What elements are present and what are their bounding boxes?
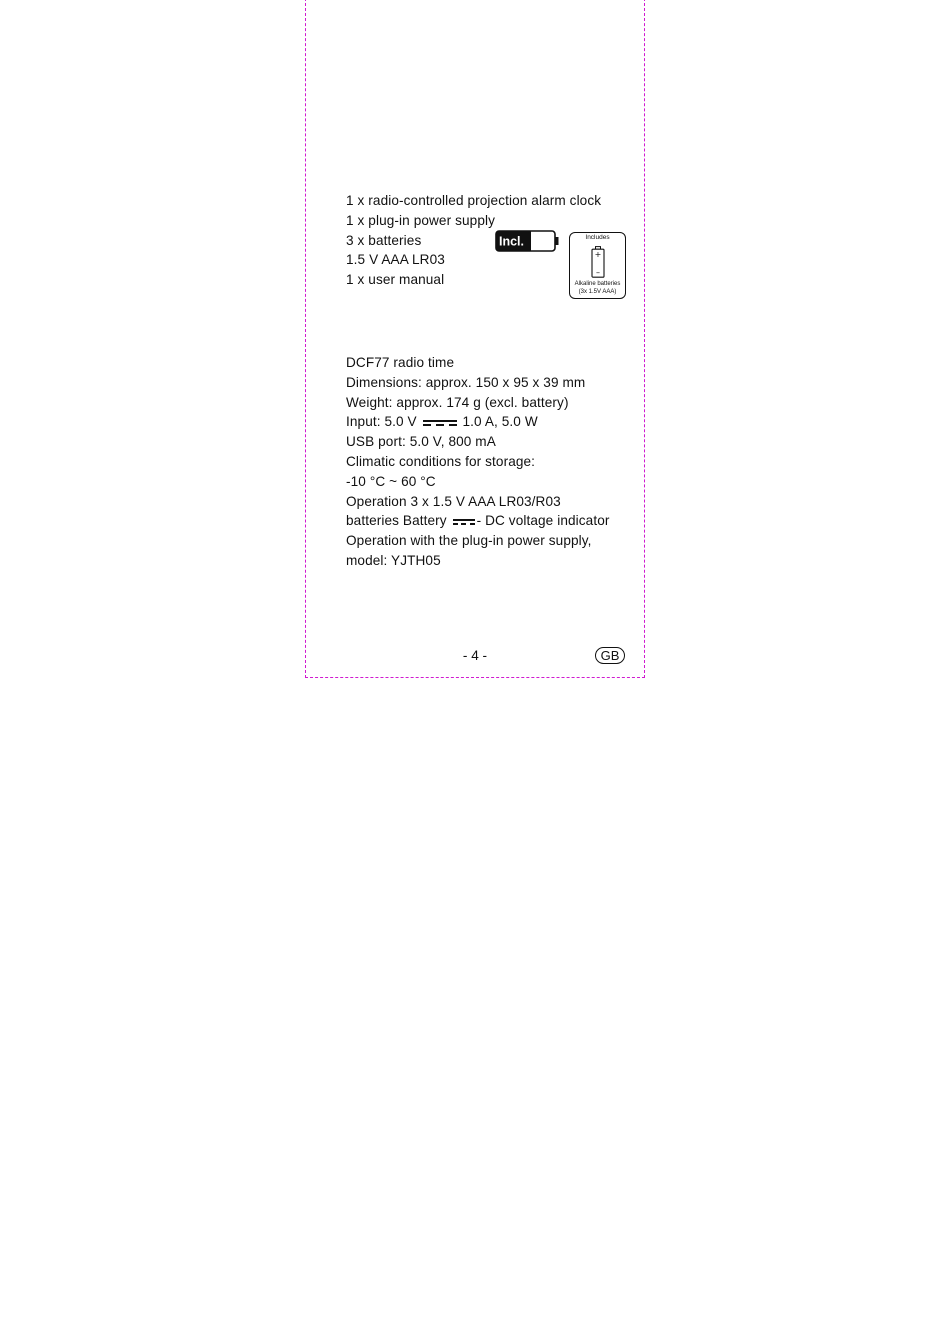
includes-label: Includes — [585, 234, 610, 241]
spec-battery-suffix: - DC voltage indicator — [476, 513, 610, 529]
spec-battery-indicator — [346, 511, 610, 531]
battery-cell-icon — [591, 246, 605, 278]
dc-current-icon — [423, 420, 457, 426]
dc-voltage-icon — [453, 519, 475, 525]
spec-operation-batteries: Operation 3 x 1.5 V AAA LR03/R03 — [346, 493, 561, 509]
incl-battery-icon — [495, 230, 559, 252]
alkaline-label-line1: Alkaline batteries — [574, 281, 621, 287]
spec-input-suffix: 1.0 A, 5.0 W — [462, 414, 538, 430]
spec-radio: DCF77 radio time — [346, 355, 455, 370]
spec-storage-range: -10 °C ~ 60 °C — [346, 473, 436, 489]
alkaline-label — [570, 281, 625, 296]
plus-sign: + — [594, 250, 602, 259]
contents-item: 1 x radio-controlled projection alarm clock — [346, 193, 602, 208]
contents-item: 3 x batteries — [346, 232, 422, 248]
alkaline-battery-icon — [569, 232, 626, 299]
spec-storage-label: Climatic conditions for storage: — [346, 453, 536, 469]
spec-usb: USB port: 5.0 V, 800 mA — [346, 434, 496, 450]
contents-item: 1.5 V AAA LR03 — [346, 252, 445, 268]
spec-weight: Weight: approx. 174 g (excl. battery) — [346, 394, 569, 410]
spec-model: model: YJTH05 — [346, 552, 441, 568]
language-badge: GB — [595, 647, 625, 664]
spec-input-prefix: Input: 5.0 V — [346, 414, 417, 430]
contents-item: 1 x user manual — [346, 272, 445, 288]
contents-item: 1 x plug-in power supply — [346, 212, 495, 228]
minus-sign: – — [596, 268, 600, 277]
spec-operation-psu: Operation with the plug-in power supply, — [346, 533, 592, 549]
spec-battery-prefix: batteries Battery — [346, 513, 447, 529]
page-number: - 4 - — [462, 648, 488, 663]
alkaline-label-line2: (3x 1.5V AAA) — [578, 288, 617, 295]
page-frame — [305, 0, 645, 678]
incl-label: Incl. — [499, 234, 525, 249]
spec-dimensions: Dimensions: approx. 150 x 95 x 39 mm — [346, 374, 586, 390]
technical-data — [346, 353, 610, 571]
package-contents-list — [346, 191, 601, 290]
spec-input — [346, 412, 610, 432]
